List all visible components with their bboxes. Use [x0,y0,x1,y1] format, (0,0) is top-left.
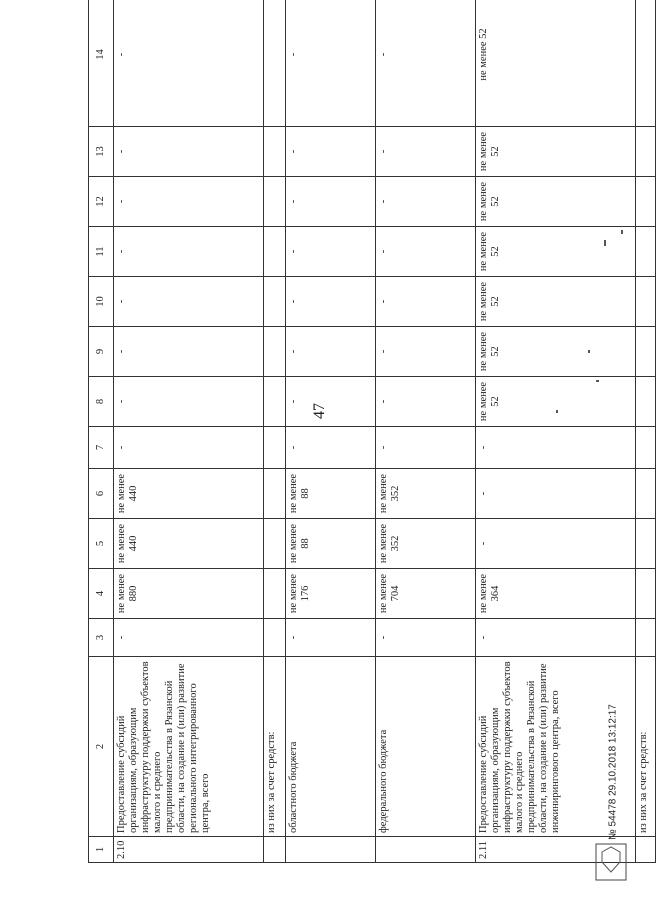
registration-stamp [598,580,628,840]
value-cell: - [286,127,376,177]
value-cell: не менее 352 [376,519,476,569]
value-cell: - [114,377,264,427]
value-cell: не менее 440 [114,519,264,569]
value-cell [264,277,286,327]
header-cell: 9 [89,327,114,377]
header-cell: 13 [89,127,114,177]
header-cell: 4 [89,569,114,619]
value-cell: не менее 176 [286,569,376,619]
value-cell: - [286,619,376,657]
value-cell: не менее 52 [476,377,636,427]
value-cell: - [376,0,476,127]
value-cell [636,427,656,469]
value-cell [636,569,656,619]
header-cell: 6 [89,469,114,519]
value-cell: - [286,177,376,227]
row-description: федерального бюджета [376,657,476,837]
table-row [636,0,656,863]
value-cell: не менее 88 [286,519,376,569]
value-cell: - [376,127,476,177]
header-cell: 14 [89,0,114,127]
value-cell [636,377,656,427]
header-cell: 3 [89,619,114,657]
table-row [286,0,376,863]
scan-mark [604,240,606,246]
value-cell [636,127,656,177]
table-row [114,0,264,863]
value-cell [264,469,286,519]
value-cell: не менее 52 [476,127,636,177]
value-cell [264,619,286,657]
row-description: Предоставление субсидий организациям, образующим инфраструктуру поддержки субъектов малого и среднего предпринимательства в Рязанской области, на создание и (или) развитие инжинирингового центра, всего [476,657,636,837]
table-row [264,0,286,863]
value-cell: - [286,327,376,377]
value-cell [636,469,656,519]
value-cell: - [376,427,476,469]
value-cell: - [476,427,636,469]
value-cell: не менее 52 [476,177,636,227]
value-cell: - [114,427,264,469]
value-cell: - [376,177,476,227]
value-cell: - [286,427,376,469]
value-cell [264,519,286,569]
header-cell: 11 [89,227,114,277]
value-cell: - [114,327,264,377]
value-cell: - [286,377,376,427]
table-row [376,0,476,863]
page-number: 47 [311,403,328,419]
value-cell: не менее 52 [476,0,636,127]
header-cell: 12 [89,177,114,227]
header-cell: 7 [89,427,114,469]
value-cell [264,427,286,469]
value-cell: - [114,177,264,227]
row-description: областного бюджета [286,657,376,837]
row-number: 2.11 [476,837,636,863]
value-cell: - [286,227,376,277]
value-cell [264,177,286,227]
program-table [88,0,656,863]
row-description: Предоставление субсидий организациям, образующим инфраструктуру поддержки субъектов малого и среднего предпринимательства в Рязанской области, на создание и (или) развитие регионального интегрированного центра, всего [114,657,264,837]
header-row [89,0,114,863]
value-cell: не менее 52 [476,327,636,377]
scan-mark [588,350,590,353]
value-cell [636,177,656,227]
value-cell: не менее 880 [114,569,264,619]
value-cell: - [376,277,476,327]
value-cell [636,227,656,277]
value-cell [264,227,286,277]
value-cell [264,327,286,377]
value-cell [636,619,656,657]
value-cell [264,377,286,427]
value-cell [636,0,656,127]
header-cell: 5 [89,519,114,569]
value-cell: не менее 704 [376,569,476,619]
value-cell: - [114,227,264,277]
scan-mark [596,380,599,382]
value-cell: не менее 364 [476,569,636,619]
stamp-text: № 54478 29.10.2018 13:12:17 [607,704,619,840]
value-cell: - [286,0,376,127]
row-description: из них за счет средств: [264,657,286,837]
header-cell: 2 [89,657,114,837]
value-cell: - [476,619,636,657]
value-cell: - [376,377,476,427]
value-cell: - [376,227,476,277]
row-number [286,837,376,863]
value-cell: - [376,619,476,657]
row-number: 2.10 [114,837,264,863]
value-cell: не менее 352 [376,469,476,519]
value-cell: не менее 440 [114,469,264,519]
value-cell: - [114,0,264,127]
value-cell [264,569,286,619]
value-cell: - [114,127,264,177]
value-cell: - [476,519,636,569]
value-cell [636,519,656,569]
value-cell: не менее 52 [476,227,636,277]
value-cell [264,0,286,127]
scan-mark [556,410,558,413]
value-cell: не менее 88 [286,469,376,519]
header-cell: 10 [89,277,114,327]
value-cell: - [114,277,264,327]
value-cell [636,327,656,377]
value-cell: - [476,469,636,519]
value-cell: - [376,327,476,377]
row-description: из них за счет средств: [636,657,656,837]
row-number [264,837,286,863]
value-cell: - [286,277,376,327]
header-cell: 1 [89,837,114,863]
value-cell [636,277,656,327]
value-cell [264,127,286,177]
row-number [636,837,656,863]
government-logo [594,842,628,882]
scan-mark [621,230,623,234]
row-number [376,837,476,863]
value-cell: - [114,619,264,657]
header-cell: 8 [89,377,114,427]
value-cell: не менее 52 [476,277,636,327]
